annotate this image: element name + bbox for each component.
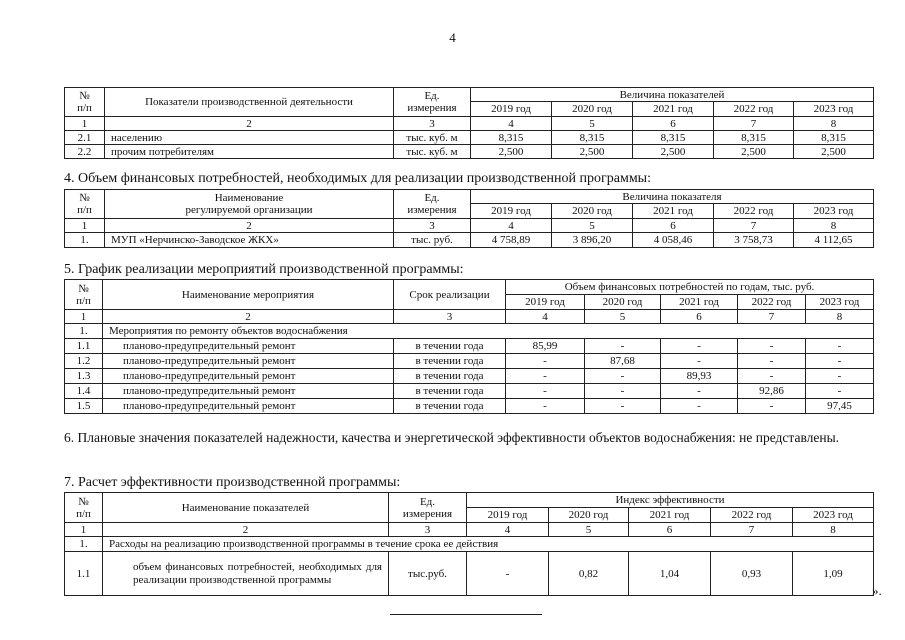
row-value: 2,500 bbox=[794, 145, 874, 159]
row-value: - bbox=[806, 369, 874, 384]
index-cell: 5 bbox=[552, 117, 633, 131]
group-no: 1. bbox=[65, 324, 103, 339]
header-no: № п/п bbox=[65, 493, 103, 523]
header-year: 2023 год bbox=[806, 295, 874, 310]
index-cell: 8 bbox=[806, 310, 874, 324]
header-value: Объем финансовых потребностей по годам, тыс. руб. bbox=[506, 280, 874, 295]
index-row bbox=[65, 523, 874, 537]
index-cell: 2 bbox=[103, 310, 394, 324]
header-year: 2022 год bbox=[711, 508, 793, 523]
header-year: 2020 год bbox=[552, 204, 633, 219]
table-row bbox=[65, 369, 874, 384]
table-row bbox=[65, 339, 874, 354]
index-cell: 8 bbox=[794, 117, 874, 131]
row-name: прочим потребителям bbox=[105, 145, 394, 159]
row-activity: планово-предупредительный ремонт bbox=[103, 384, 394, 399]
index-cell: 2 bbox=[105, 117, 394, 131]
row-value: - bbox=[585, 384, 661, 399]
header-no: № п/п bbox=[65, 280, 103, 310]
row-value: 0,93 bbox=[711, 552, 793, 596]
row-no: 1.4 bbox=[65, 384, 103, 399]
index-cell: 7 bbox=[714, 219, 794, 233]
header-year: 2022 год bbox=[714, 204, 794, 219]
row-value: 0,82 bbox=[549, 552, 629, 596]
header-organization: Наименование регулируемой организации bbox=[105, 190, 394, 219]
group-row bbox=[65, 324, 874, 339]
row-organization: МУП «Нерчинско-Заводское ЖКХ» bbox=[105, 233, 394, 248]
header-value: Величина показателей bbox=[471, 88, 874, 102]
header-year: 2023 год bbox=[794, 204, 874, 219]
row-value: - bbox=[661, 339, 738, 354]
table-row bbox=[65, 384, 874, 399]
table-row bbox=[65, 552, 874, 596]
row-value: 2,500 bbox=[633, 145, 714, 159]
header-year: 2022 год bbox=[714, 102, 794, 117]
row-value: 4 112,65 bbox=[794, 233, 874, 248]
row-no: 1.2 bbox=[65, 354, 103, 369]
row-no: 1.3 bbox=[65, 369, 103, 384]
table-row bbox=[65, 131, 874, 145]
row-value: - bbox=[806, 354, 874, 369]
header-year: 2023 год bbox=[793, 508, 874, 523]
row-value: - bbox=[738, 369, 806, 384]
header-year: 2020 год bbox=[585, 295, 661, 310]
row-unit: тыс. куб. м bbox=[394, 131, 471, 145]
header-value: Величина показателя bbox=[471, 190, 874, 204]
index-cell: 4 bbox=[471, 117, 552, 131]
row-value: 85,99 bbox=[506, 339, 585, 354]
row-value: 2,500 bbox=[471, 145, 552, 159]
header-unit: Ед. измерения bbox=[389, 493, 467, 523]
header-year: 2020 год bbox=[549, 508, 629, 523]
row-value: 8,315 bbox=[471, 131, 552, 145]
efficiency-table bbox=[64, 492, 874, 596]
index-cell: 5 bbox=[552, 219, 633, 233]
row-value: - bbox=[738, 354, 806, 369]
header-year: 2023 год bbox=[794, 102, 874, 117]
index-cell: 3 bbox=[394, 117, 471, 131]
footer-rule bbox=[390, 614, 542, 615]
row-value: - bbox=[467, 552, 549, 596]
index-row bbox=[65, 310, 874, 324]
index-cell: 6 bbox=[661, 310, 738, 324]
activities-schedule-table bbox=[64, 279, 874, 414]
index-cell: 2 bbox=[105, 219, 394, 233]
row-value: 1,04 bbox=[629, 552, 711, 596]
index-cell: 1 bbox=[65, 219, 105, 233]
index-cell: 6 bbox=[633, 219, 714, 233]
section-7-title: 7. Расчет эффективности производственной программы: bbox=[64, 475, 401, 490]
row-value: - bbox=[506, 369, 585, 384]
row-value: 92,86 bbox=[738, 384, 806, 399]
index-cell: 7 bbox=[711, 523, 793, 537]
header-year: 2021 год bbox=[661, 295, 738, 310]
index-row bbox=[65, 219, 874, 233]
row-no: 2.2 bbox=[65, 145, 105, 159]
group-row bbox=[65, 537, 874, 552]
row-value: 4 058,46 bbox=[633, 233, 714, 248]
row-value: 3 896,20 bbox=[552, 233, 633, 248]
group-name: Мероприятия по ремонту объектов водоснабжения bbox=[103, 324, 874, 339]
row-value: 8,315 bbox=[633, 131, 714, 145]
row-activity: планово-предупредительный ремонт bbox=[103, 399, 394, 414]
row-value: - bbox=[661, 384, 738, 399]
header-year: 2021 год bbox=[629, 508, 711, 523]
row-value: 87,68 bbox=[585, 354, 661, 369]
index-cell: 4 bbox=[506, 310, 585, 324]
row-value: - bbox=[506, 384, 585, 399]
row-value: 89,93 bbox=[661, 369, 738, 384]
row-value: - bbox=[738, 339, 806, 354]
header-indicator-name: Наименование показателей bbox=[103, 493, 389, 523]
page-number: 4 bbox=[449, 30, 456, 45]
header-year: 2019 год bbox=[506, 295, 585, 310]
financial-needs-table bbox=[64, 189, 874, 248]
index-cell: 7 bbox=[738, 310, 806, 324]
index-row bbox=[65, 117, 874, 131]
index-cell: 1 bbox=[65, 523, 103, 537]
index-cell: 5 bbox=[585, 310, 661, 324]
row-value: 2,500 bbox=[714, 145, 794, 159]
row-value: - bbox=[806, 339, 874, 354]
section-5-title: 5. График реализации мероприятий производственной программы: bbox=[64, 262, 464, 277]
row-value: - bbox=[738, 399, 806, 414]
section-4-title: 4. Объем финансовых потребностей, необходимых для реализации производственной программы: bbox=[64, 171, 651, 186]
row-value: - bbox=[585, 339, 661, 354]
index-cell: 7 bbox=[714, 117, 794, 131]
header-no: № п/п bbox=[65, 190, 105, 219]
group-name: Расходы на реализацию производственной программы в течение срока ее действия bbox=[103, 537, 874, 552]
index-cell: 4 bbox=[467, 523, 549, 537]
row-value: 8,315 bbox=[714, 131, 794, 145]
header-activity: Наименование мероприятия bbox=[103, 280, 394, 310]
index-cell: 6 bbox=[629, 523, 711, 537]
index-cell: 3 bbox=[394, 219, 471, 233]
row-value: - bbox=[661, 354, 738, 369]
row-value: 1,09 bbox=[793, 552, 874, 596]
index-cell: 1 bbox=[65, 310, 103, 324]
header-year: 2021 год bbox=[633, 204, 714, 219]
index-cell: 3 bbox=[389, 523, 467, 537]
row-value: - bbox=[585, 399, 661, 414]
table-row bbox=[65, 399, 874, 414]
header-term: Срок реализации bbox=[394, 280, 506, 310]
table-row bbox=[65, 145, 874, 159]
header-unit: Ед. измерения bbox=[394, 88, 471, 117]
row-no: 2.1 bbox=[65, 131, 105, 145]
index-cell: 6 bbox=[633, 117, 714, 131]
index-cell: 8 bbox=[793, 523, 874, 537]
row-term: в течении года bbox=[394, 369, 506, 384]
row-value: 2,500 bbox=[552, 145, 633, 159]
header-year: 2022 год bbox=[738, 295, 806, 310]
header-no: № п/п bbox=[65, 88, 105, 117]
row-value: - bbox=[506, 354, 585, 369]
header-year: 2019 год bbox=[467, 508, 549, 523]
row-term: в течении года bbox=[394, 399, 506, 414]
row-no: 1.1 bbox=[65, 339, 103, 354]
row-value: 97,45 bbox=[806, 399, 874, 414]
section-6-text: 6. Плановые значения показателей надежности, качества и энергетической эффективности объектов водоснабжения: не представлены. bbox=[64, 430, 840, 445]
row-value: 4 758,89 bbox=[471, 233, 552, 248]
row-no: 1. bbox=[65, 233, 105, 248]
group-no: 1. bbox=[65, 537, 103, 552]
closing-quote: ». bbox=[872, 583, 882, 598]
row-term: в течении года bbox=[394, 384, 506, 399]
header-unit: Ед. измерения bbox=[394, 190, 471, 219]
header-indicator-name: Показатели производственной деятельности bbox=[105, 88, 394, 117]
row-activity: планово-предупредительный ремонт bbox=[103, 354, 394, 369]
table-row bbox=[65, 354, 874, 369]
row-value: - bbox=[806, 384, 874, 399]
row-value: 8,315 bbox=[552, 131, 633, 145]
index-cell: 2 bbox=[103, 523, 389, 537]
header-year: 2019 год bbox=[471, 204, 552, 219]
header-year: 2020 год bbox=[552, 102, 633, 117]
row-value: - bbox=[506, 399, 585, 414]
row-no: 1.1 bbox=[65, 552, 103, 596]
row-activity: планово-предупредительный ремонт bbox=[103, 369, 394, 384]
row-term: в течении года bbox=[394, 354, 506, 369]
header-year: 2021 год bbox=[633, 102, 714, 117]
row-unit: тыс. куб. м bbox=[394, 145, 471, 159]
index-cell: 1 bbox=[65, 117, 105, 131]
index-cell: 8 bbox=[794, 219, 874, 233]
row-value: - bbox=[585, 369, 661, 384]
row-term: в течении года bbox=[394, 339, 506, 354]
index-cell: 4 bbox=[471, 219, 552, 233]
table-row bbox=[65, 233, 874, 248]
index-cell: 3 bbox=[394, 310, 506, 324]
row-unit: тыс. руб. bbox=[394, 233, 471, 248]
production-indicators-table bbox=[64, 87, 874, 159]
header-year: 2019 год bbox=[471, 102, 552, 117]
row-value: 8,315 bbox=[794, 131, 874, 145]
row-activity: планово-предупредительный ремонт bbox=[103, 339, 394, 354]
row-unit: тыс.руб. bbox=[389, 552, 467, 596]
row-name: населению bbox=[105, 131, 394, 145]
header-value: Индекс эффективности bbox=[467, 493, 874, 508]
index-cell: 5 bbox=[549, 523, 629, 537]
row-value: 3 758,73 bbox=[714, 233, 794, 248]
row-indicator-name: объем финансовых потребностей, необходимых для реализации производственной программы bbox=[103, 552, 389, 596]
row-no: 1.5 bbox=[65, 399, 103, 414]
row-value: - bbox=[661, 399, 738, 414]
